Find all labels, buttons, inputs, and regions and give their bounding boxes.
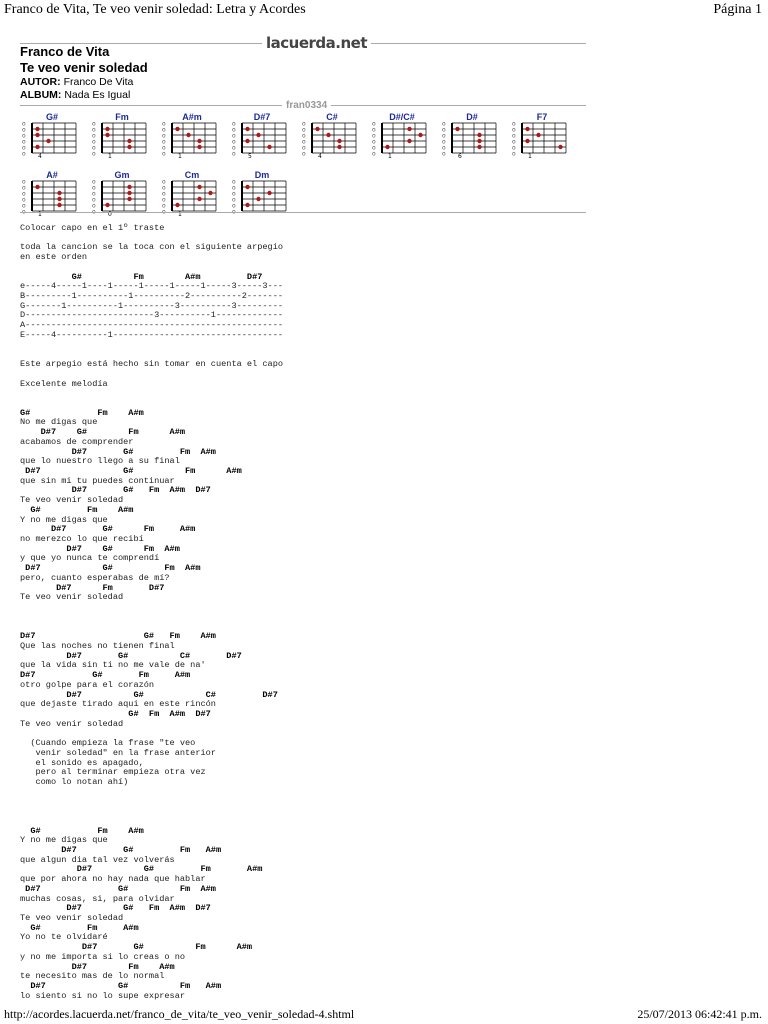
open-string-marker: o	[162, 202, 166, 210]
open-string-marker: o	[232, 138, 236, 146]
fret-number: 4	[318, 153, 322, 158]
text-line: D#7 G# Fm A#m	[20, 845, 222, 855]
text-line: D#7 G# Fm A#m	[20, 631, 216, 642]
finger-dot	[57, 197, 61, 201]
text-line: D#7 G# Fm A#m	[20, 543, 180, 554]
open-string-marker: o	[92, 202, 96, 210]
open-string-marker: o	[22, 150, 26, 158]
finger-dot	[127, 145, 131, 149]
page-number: Página 1	[713, 2, 762, 17]
fretboard-grid	[90, 180, 154, 216]
text-line: D#7 G# Fm A#m	[20, 524, 196, 535]
finger-dot	[558, 145, 562, 149]
finger-dot	[477, 139, 481, 143]
open-string-marker: o	[162, 122, 166, 128]
open-string-marker: o	[22, 184, 26, 192]
open-string-marker: o	[92, 144, 96, 152]
chord-diagram	[90, 112, 154, 160]
fret-number: 1	[38, 211, 42, 216]
text-line: muchas cosas, si, para olvidar	[20, 893, 175, 904]
open-string-marker: o	[442, 132, 446, 140]
text-line: el sonido es apagado,	[20, 757, 144, 768]
fretboard-grid	[160, 122, 224, 158]
open-string-marker: o	[22, 122, 26, 128]
text-line: Yo no te olvidaré	[20, 932, 108, 943]
open-string-marker: o	[232, 150, 236, 158]
open-string-marker: o	[22, 138, 26, 146]
finger-dot	[105, 127, 109, 131]
text-line: que lo nuestro llego a su final	[20, 456, 180, 467]
open-string-marker: o	[512, 126, 516, 134]
fret-number: 6	[458, 153, 462, 158]
song-title: Te veo venir soledad	[20, 60, 148, 75]
open-string-marker: o	[232, 196, 236, 204]
chord-name: F7	[536, 112, 548, 122]
fret-number: 4	[38, 153, 42, 158]
open-string-marker: o	[92, 126, 96, 134]
open-string-marker: o	[92, 132, 96, 140]
fretboard-grid	[160, 180, 224, 216]
fret-number: 1	[388, 153, 392, 158]
open-string-marker: o	[372, 126, 376, 134]
chord-diagram	[20, 112, 84, 160]
print-date: 25/07/2013 06:42:41 p.m.	[637, 1007, 762, 1021]
open-string-marker: o	[22, 144, 26, 152]
open-string-marker: o	[92, 190, 96, 198]
text-line: que sin mi tu puedes continuar	[20, 475, 175, 486]
text-line: venir soledad" en la frase anterior	[20, 747, 216, 758]
chord-name: D#/C#	[389, 112, 415, 122]
chord-name: Gm	[114, 170, 130, 180]
chord-name: C#	[326, 112, 338, 122]
open-string-marker: o	[372, 122, 376, 128]
finger-dot	[197, 145, 201, 149]
open-string-marker: o	[162, 184, 166, 192]
page-url[interactable]: http://acordes.lacuerda.net/franco_de_vita/te_veo_venir_soledad-4.shtml	[4, 1007, 355, 1021]
text-line: D#7 Fm A#m	[20, 961, 175, 972]
chord-name: A#m	[182, 112, 202, 122]
chord-diagram	[160, 170, 224, 218]
open-string-marker: o	[92, 138, 96, 146]
chord-name: Dm	[254, 170, 270, 180]
open-string-marker: o	[512, 144, 516, 152]
text-line: G# Fm A#m	[20, 504, 134, 515]
author-value: Franco De Vita	[63, 76, 134, 88]
finger-dot	[175, 127, 179, 131]
text-line: Que las noches no tienen final	[20, 640, 175, 651]
open-string-marker: o	[372, 144, 376, 152]
chord-name: Cm	[184, 170, 200, 180]
text-line: que la vida sin ti no me vale de na'	[20, 660, 206, 671]
text-line: D#7 G# Fm A#m	[20, 563, 201, 574]
open-string-marker: o	[92, 184, 96, 192]
finger-dot	[525, 127, 529, 131]
open-string-marker: o	[22, 202, 26, 210]
chord-name: D#7	[253, 112, 271, 122]
chord-name: A#	[46, 170, 58, 180]
chord-diagram	[300, 112, 364, 160]
text-line: E-----4----------1---------------------------------	[20, 329, 284, 340]
open-string-marker: o	[442, 150, 446, 158]
text-line: Este arpegio está hecho sin tomar en cuenta el capo	[20, 359, 284, 370]
open-string-marker: o	[232, 208, 236, 216]
finger-dot	[175, 203, 179, 207]
finger-dot	[337, 139, 341, 143]
open-string-marker: o	[512, 138, 516, 146]
text-line: que por ahora no hay nada que hablar	[20, 874, 206, 885]
text-line: Colocar capo en el 1º traste	[20, 223, 165, 233]
finger-dot	[385, 145, 389, 149]
finger-dot	[197, 197, 201, 201]
text-line: en este orden	[20, 252, 88, 263]
finger-dot	[35, 145, 39, 149]
text-line: Te veo venir soledad	[20, 913, 124, 924]
text-line: D#7 Fm D#7	[20, 582, 165, 593]
lyrics-and-chords	[20, 224, 580, 1002]
finger-dot	[525, 139, 529, 143]
open-string-marker: o	[442, 122, 446, 128]
author-line	[20, 76, 133, 88]
chord-diagram	[90, 170, 154, 218]
open-string-marker: o	[302, 138, 306, 146]
finger-dot	[407, 127, 411, 131]
text-line: D#7 G# Fm A#m D#7	[20, 903, 211, 914]
open-string-marker: o	[512, 150, 516, 158]
open-string-marker: o	[372, 138, 376, 146]
open-string-marker: o	[162, 180, 166, 186]
open-string-marker: o	[232, 190, 236, 198]
open-string-marker: o	[232, 122, 236, 128]
finger-dot	[267, 191, 271, 195]
open-string-marker: o	[22, 190, 26, 198]
document-title: Franco de Vita, Te veo venir soledad: Letra y Acordes	[4, 2, 306, 17]
album-label: ALBUM:	[20, 89, 62, 101]
text-line: D#7 G# Fm A#m	[20, 465, 242, 476]
finger-dot	[127, 197, 131, 201]
text-line: D#7 G# Fm A#m	[20, 670, 191, 681]
open-string-marker: o	[232, 180, 236, 186]
open-string-marker: o	[22, 180, 26, 186]
text-line: Te veo venir soledad	[20, 592, 124, 603]
text-line: y que yo nunca te comprendí	[20, 553, 160, 564]
open-string-marker: o	[162, 196, 166, 204]
fretboard-grid	[440, 122, 504, 158]
finger-dot	[57, 203, 61, 207]
text-line: D#7 G# Fm A#m	[20, 446, 216, 457]
text-line: acabamos de comprender	[20, 436, 134, 447]
text-line: te necesito mas de lo normal	[20, 971, 165, 982]
open-string-marker: o	[92, 208, 96, 216]
open-string-marker: o	[22, 132, 26, 140]
finger-dot	[105, 203, 109, 207]
text-line: Te veo venir soledad	[20, 718, 124, 729]
chord-name: Fm	[115, 112, 129, 122]
text-line: no merezco lo que recibí	[20, 534, 144, 544]
text-line: D#7 G# C# D#7	[20, 689, 278, 700]
open-string-marker: o	[302, 132, 306, 140]
fret-number: 1	[178, 211, 182, 216]
finger-dot	[46, 139, 50, 143]
finger-dot	[57, 191, 61, 195]
open-string-marker: o	[302, 122, 306, 128]
text-line: (Cuando empieza la frase "te veo	[20, 738, 196, 749]
chord-diagram	[230, 112, 294, 160]
finger-dot	[245, 127, 249, 131]
text-line: G# Fm A#m	[20, 825, 144, 836]
chord-diagram	[20, 170, 84, 218]
chords-bottom-rule	[20, 212, 586, 213]
open-string-marker: o	[162, 132, 166, 140]
text-line: y no me importa si lo creas o no	[20, 951, 186, 962]
chord-diagram	[370, 112, 434, 160]
open-string-marker: o	[92, 150, 96, 158]
contributor-name[interactable]: fran0334	[282, 100, 331, 111]
finger-dot	[477, 133, 481, 137]
fretboard-grid	[300, 122, 364, 158]
chord-diagrams	[20, 112, 580, 216]
finger-dot	[256, 133, 260, 137]
open-string-marker: o	[232, 132, 236, 140]
fretboard-grid	[230, 122, 294, 158]
open-string-marker: o	[232, 202, 236, 210]
text-line: D#7 G# Fm A#m D#7	[20, 485, 211, 496]
text-line: Excelente melodía	[20, 378, 108, 389]
text-line: D#7 G# Fm A#m	[20, 942, 253, 953]
text-line: G# Fm A#m D#7	[20, 271, 263, 282]
text-line: G# Fm A#m	[20, 922, 139, 933]
open-string-marker: o	[442, 126, 446, 134]
open-string-marker: o	[232, 144, 236, 152]
fretboard-grid	[230, 180, 294, 216]
finger-dot	[197, 139, 201, 143]
finger-dot	[186, 133, 190, 137]
text-line: D#7 G# Fm A#m	[20, 981, 222, 992]
finger-dot	[208, 191, 212, 195]
text-line: pero, cuanto esperabas de mí?	[20, 572, 170, 583]
open-string-marker: o	[22, 208, 26, 216]
open-string-marker: o	[372, 150, 376, 158]
text-line: D#7 G# C# D#7	[20, 650, 242, 661]
finger-dot	[245, 185, 249, 189]
open-string-marker: o	[302, 126, 306, 134]
chord-diagram	[230, 170, 294, 218]
text-line: pero al terminar empieza otra vez	[20, 767, 206, 778]
open-string-marker: o	[232, 126, 236, 134]
song-artist: Franco de Vita	[20, 44, 110, 59]
finger-dot	[407, 139, 411, 143]
fret-number: 0	[108, 211, 112, 216]
text-line: como lo notan ahí)	[20, 776, 129, 787]
album-value: Nada Es Igual	[64, 89, 131, 101]
text-line: que algun dia tal vez volverás	[20, 854, 175, 865]
fretboard-grid	[20, 180, 84, 216]
author-label: AUTOR:	[20, 76, 61, 88]
chord-name: D#	[466, 112, 478, 122]
fret-number: 5	[248, 153, 252, 158]
text-line: D#7 G# Fm A#m	[20, 427, 186, 438]
fretboard-grid	[20, 122, 84, 158]
open-string-marker: o	[232, 184, 236, 192]
finger-dot	[197, 185, 201, 189]
text-line: B---------1----------1----------2----------2-------	[20, 291, 284, 302]
finger-dot	[477, 145, 481, 149]
text-line: No me digas que	[20, 417, 98, 428]
open-string-marker: o	[372, 132, 376, 140]
open-string-marker: o	[162, 208, 166, 216]
text-line: que dejaste tirado aqui en este rincón	[20, 699, 216, 710]
open-string-marker: o	[162, 190, 166, 198]
finger-dot	[267, 145, 271, 149]
finger-dot	[35, 133, 39, 137]
finger-dot	[455, 127, 459, 131]
open-string-marker: o	[92, 122, 96, 128]
text-line: lo siento si no lo supe expresar	[20, 990, 186, 1001]
open-string-marker: o	[442, 144, 446, 152]
fretboard-grid	[510, 122, 574, 158]
open-string-marker: o	[162, 144, 166, 152]
fretboard-grid	[90, 122, 154, 158]
album-line	[20, 89, 130, 101]
open-string-marker: o	[92, 196, 96, 204]
open-string-marker: o	[302, 150, 306, 158]
finger-dot	[245, 139, 249, 143]
text-line: e-----4-----1----1-----1-----1-----1-----3-----3---	[20, 281, 284, 292]
finger-dot	[418, 133, 422, 137]
text-line: Y no me digas que	[20, 835, 108, 846]
fret-number: 1	[528, 153, 532, 158]
finger-dot	[127, 191, 131, 195]
text-line: D-------------------------3----------1-------------	[20, 310, 284, 321]
chord-diagram	[510, 112, 574, 160]
finger-dot	[315, 127, 319, 131]
open-string-marker: o	[302, 144, 306, 152]
text-line: toda la cancion se la toca con el siguiente arpegio	[20, 242, 284, 253]
finger-dot	[536, 133, 540, 137]
finger-dot	[245, 203, 249, 207]
finger-dot	[127, 185, 131, 189]
finger-dot	[35, 185, 39, 189]
chord-diagram	[160, 112, 224, 160]
open-string-marker: o	[92, 180, 96, 186]
chord-diagram	[440, 112, 504, 160]
finger-dot	[127, 139, 131, 143]
text-line: Y no me digas que	[20, 514, 108, 525]
fretboard-grid	[370, 122, 434, 158]
open-string-marker: o	[162, 138, 166, 146]
text-line: G# Fm A#m	[20, 407, 144, 418]
site-logo[interactable]: lacuerda.net	[262, 34, 371, 52]
finger-dot	[35, 127, 39, 131]
open-string-marker: o	[442, 138, 446, 146]
open-string-marker: o	[162, 126, 166, 134]
finger-dot	[105, 133, 109, 137]
text-line: A--------------------------------------------------	[20, 320, 284, 331]
text-line: D#7 G# Fm A#m	[20, 864, 263, 875]
text-line: otro golpe para el corazón	[20, 679, 155, 690]
open-string-marker: o	[162, 150, 166, 158]
text-line: Te veo venir soledad	[20, 495, 124, 506]
fret-number: 1	[108, 153, 112, 158]
finger-dot	[326, 133, 330, 137]
open-string-marker: o	[22, 126, 26, 134]
chord-name: G#	[45, 112, 58, 122]
text-line: G-------1----------1----------3----------3---------	[20, 300, 284, 311]
open-string-marker: o	[512, 132, 516, 140]
finger-dot	[337, 145, 341, 149]
text-line: G# Fm A#m D#7	[20, 708, 211, 719]
text-line: D#7 G# Fm A#m	[20, 883, 216, 894]
open-string-marker: o	[22, 196, 26, 204]
open-string-marker: o	[512, 122, 516, 128]
finger-dot	[256, 197, 260, 201]
fret-number: 1	[178, 153, 182, 158]
